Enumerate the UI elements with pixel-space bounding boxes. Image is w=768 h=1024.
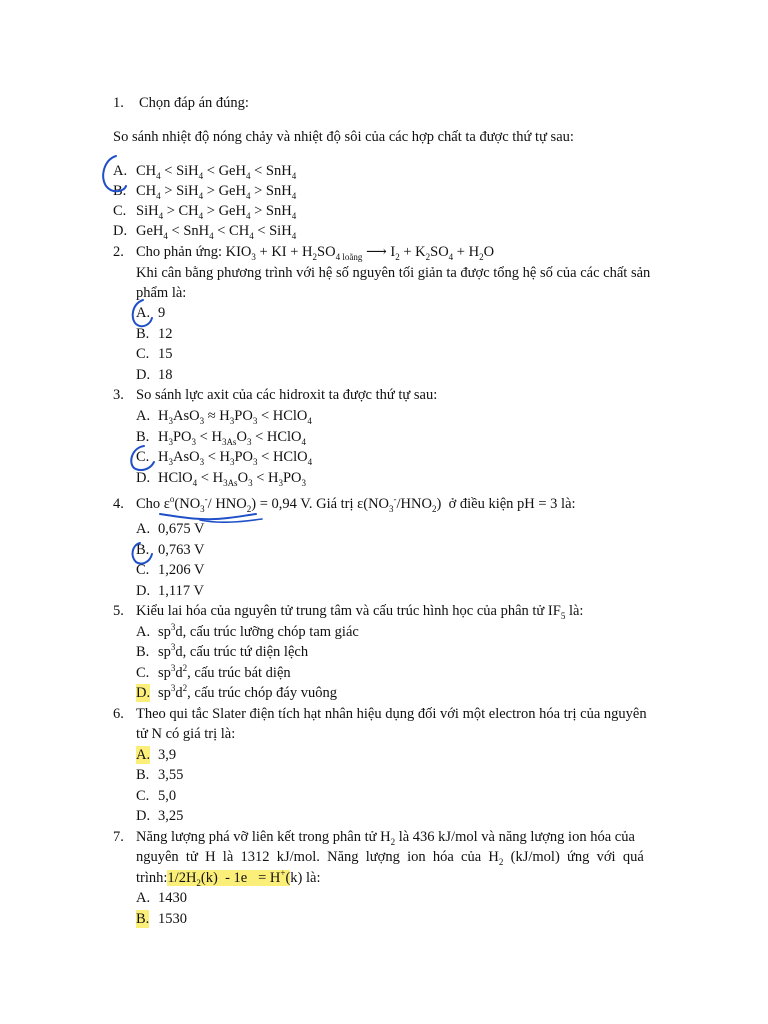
option-text: 12 <box>158 326 173 342</box>
q3-number: 3. <box>113 387 124 403</box>
q5-number: 5. <box>113 603 124 619</box>
q7-equation-highlighted: $1/2H_2(k) - 1e = H^+$( <box>167 868 291 888</box>
option-text: 1,117 V <box>158 583 204 599</box>
q6-number: 6. <box>113 706 124 722</box>
q4-underline-mark <box>160 514 256 519</box>
option-text: 3,25 <box>158 808 184 824</box>
option-label: C. <box>113 203 127 219</box>
option-text: $CH_4 < SiH_4 < GeH_4 < SnH_4$ <box>136 163 297 181</box>
option-label: D. <box>136 583 151 599</box>
option-text: 5,0 <box>158 788 177 804</box>
option-text: 1,206 V <box>158 562 205 578</box>
option-text: $H_3AsO_3 < H_3PO_3$ < HClO$_4$ <box>158 449 313 467</box>
option-label: A. <box>136 305 151 321</box>
q1-prompt: So sánh nhiệt độ nóng chảy và nhiệt độ sôi của các hợp chất ta được thứ tự sau: <box>113 129 574 145</box>
q4-underline-mark-lower <box>200 519 262 522</box>
option-label: A. <box>136 408 151 424</box>
option-label: D. <box>136 470 151 486</box>
option-text: $GeH_4 < SnH_4 < CH_4 < SiH_4$ <box>136 223 297 241</box>
option-text: 18 <box>158 367 173 383</box>
option-text: 3,55 <box>158 767 184 783</box>
option-label: A. <box>136 890 151 906</box>
q7-stem-a: Năng lượng phá vỡ liên kết trong phân tử $H_2$ là 436 kJ/mol và năng lượng ion hóa của <box>136 829 635 847</box>
q6-stem-b: tử N có giá trị là: <box>136 726 236 742</box>
option-label: D. <box>113 223 128 239</box>
option-text: 1530 <box>158 911 187 927</box>
option-text: 0,675 V <box>158 521 205 537</box>
q7-number: 7. <box>113 829 124 845</box>
q2-stem: Cho phản ứng: $KIO_3$ + KI + $H_2SO_{4 loãng}$ ⟶ $I_2 + K_2SO_4 + H_2O$ <box>136 244 495 262</box>
q2-stem-2b: phẩm là: <box>136 285 187 301</box>
option-text: 1430 <box>158 890 187 906</box>
q2-number: 2. <box>113 244 124 260</box>
option-text: 15 <box>158 346 173 362</box>
option-text: $sp^3d$, cấu trúc lưỡng chóp tam giác <box>158 622 359 640</box>
option-label: B. <box>136 429 150 445</box>
option-text: $H_3AsO_3 \approx H_3PO_3$ < HClO$_4$ <box>158 408 312 426</box>
option-text: $H_3PO_3 < H_{3As}O_3$ < HClO$_4$ <box>158 429 307 447</box>
option-label-highlighted: B. <box>136 911 150 927</box>
option-label: C. <box>136 665 150 681</box>
option-label: B. <box>113 183 127 199</box>
option-label: A. <box>136 624 151 640</box>
option-text: $sp^3d^2$, cấu trúc chóp đáy vuông <box>158 683 337 701</box>
q7-stem-c-prefix: trình: <box>136 870 168 886</box>
option-label-highlighted: D. <box>136 685 151 701</box>
option-text: $sp^3d$, cấu trúc tứ diện lệch <box>158 642 309 660</box>
option-label: A. <box>136 521 151 537</box>
q7-stem-c: $trình:1/2H_2(k) - 1e = H^+(k)$ là: <box>136 868 321 888</box>
option-label: B. <box>136 542 150 558</box>
option-text: 3,9 <box>158 747 177 763</box>
option-text: 9 <box>158 305 166 321</box>
q4-stem: Cho $\varepsilon^o(NO_3^-/$ $HNO_2) = 0,94$ V. Giá trị $\varepsilon(NO_3^-/HNO_2)$ ở điều kiện pH = 3 là: <box>136 494 576 514</box>
option-label: C. <box>136 449 150 465</box>
option-text: $sp^3d^2$, cấu trúc bát diện <box>158 663 291 681</box>
option-label-highlighted: A. <box>136 747 151 763</box>
q3-stem: So sánh lực axit của các hidroxit ta được thứ tự sau: <box>136 387 438 403</box>
option-text: $CH_4 > SiH_4 > GeH_4 > SnH_4$ <box>136 183 297 201</box>
option-label: B. <box>136 767 150 783</box>
option-text: HClO$_4$ < $H_{3As}O_3 < H_3PO_3$ <box>158 470 307 488</box>
q5-stem: Kiểu lai hóa của nguyên tử trung tâm và cấu trúc hình học của phân tử $IF_5$ là: <box>136 603 584 621</box>
q1-number: 1. <box>113 95 124 111</box>
option-label: C. <box>136 788 150 804</box>
option-label: D. <box>136 367 151 383</box>
option-label: D. <box>136 808 151 824</box>
option-label: A. <box>113 163 128 179</box>
option-label: B. <box>136 644 150 660</box>
option-label: B. <box>136 326 150 342</box>
option-label: C. <box>136 562 150 578</box>
option-text: 0,763 V <box>158 542 205 558</box>
q2-stem-2a: Khi cân bằng phương trình với hệ số nguyên tối giản ta được tổng hệ số của các chất sản <box>136 265 651 281</box>
q6-stem-a: Theo qui tắc Slater điện tích hạt nhân hiệu dụng đối với một electron hóa trị của nguyên <box>136 706 647 722</box>
q7-stem-b: nguyên tử H là 1312 kJ/mol. Năng lượng ion hóa của $H_2$ (kJ/mol) ứng với quá <box>136 849 644 867</box>
q1-title: Chọn đáp án đúng: <box>139 95 249 111</box>
q4-number: 4. <box>113 496 124 512</box>
option-text: $SiH_4 > CH_4 > GeH_4 > SnH_4$ <box>136 203 297 221</box>
option-label: C. <box>136 346 150 362</box>
